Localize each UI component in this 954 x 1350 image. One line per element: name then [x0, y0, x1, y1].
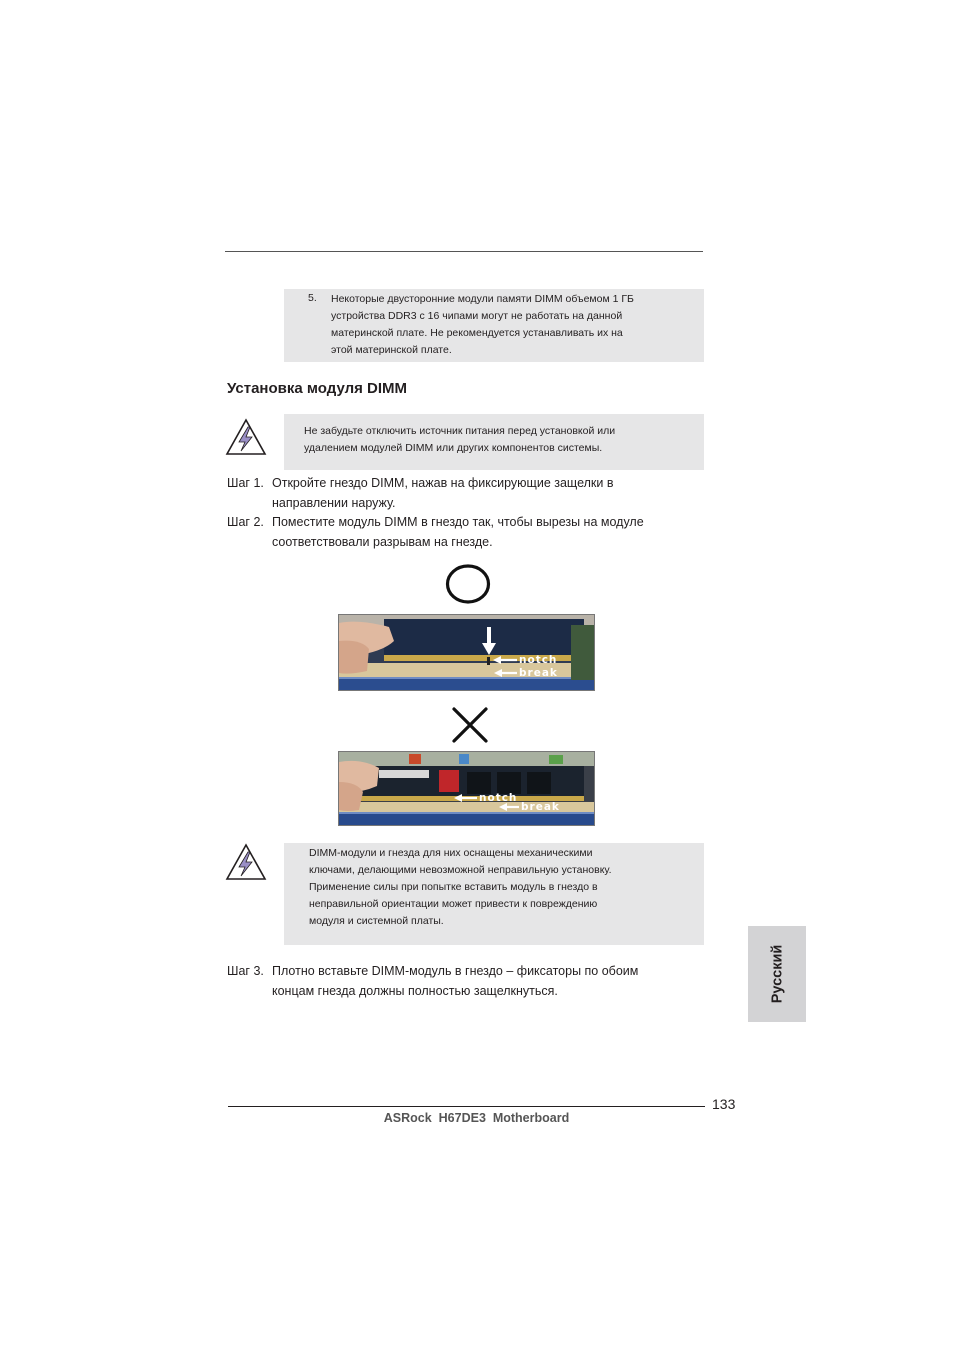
- page-number: 133: [712, 1096, 736, 1112]
- notch-label: notch: [479, 792, 518, 804]
- warning-text: [309, 845, 689, 930]
- step-line: соответствовали разрывам на гнезде.: [272, 534, 493, 549]
- step-text: [272, 513, 692, 552]
- note-number: 5.: [308, 292, 317, 304]
- warning-line: Не забудьте отключить источник питания перед установкой или: [304, 425, 616, 437]
- warning-text: [304, 423, 694, 457]
- warning-lightning-icon: [225, 843, 267, 881]
- notch-label: notch: [519, 654, 558, 666]
- note-line: материнской плате. Не рекомендуется устанавливать их на: [331, 327, 623, 339]
- dimm-photo-wrong: [338, 751, 595, 826]
- step-line: Плотно вставьте DIMM-модуль в гнездо – фиксаторы по обоим: [272, 964, 639, 978]
- section-title: Установка модуля DIMM: [227, 380, 408, 397]
- warning-line: модуля и системной платы.: [309, 915, 444, 927]
- warning-line: Применение силы при попытке вставить модуль в гнездо в: [309, 881, 598, 893]
- warning-line: удалением модулей DIMM или других компонентов системы.: [304, 442, 603, 454]
- note-line: этой материнской плате.: [331, 344, 452, 356]
- break-label: break: [521, 801, 560, 813]
- cross-wrong-icon: [450, 706, 490, 744]
- note-text: [331, 289, 671, 359]
- step-text: [272, 474, 692, 513]
- step-text: [272, 962, 692, 1001]
- warning-line: ключами, делающими невозможной неправильную установку.: [309, 864, 612, 876]
- language-tab-label: [748, 926, 806, 1022]
- warning-lightning-icon: [225, 418, 267, 456]
- dimm-photo-correct: [338, 614, 595, 691]
- step-line: Откройте гнездо DIMM, нажав на фиксирующие защелки в: [272, 476, 614, 490]
- step-label: Шаг 2.: [227, 515, 264, 529]
- note-line: Некоторые двусторонние модули памяти DIMM объемом 1 ГБ: [331, 293, 634, 305]
- note-line: устройства DDR3 с 16 чипами могут не работать на данной: [331, 310, 623, 322]
- step-line: направлении наружу.: [272, 495, 396, 510]
- break-label: break: [519, 667, 558, 679]
- footer-rule: [228, 1106, 705, 1107]
- step-line: Поместите модуль DIMM в гнездо так, чтобы вырезы на модуле: [272, 515, 644, 529]
- warning-line: DIMM-модули и гнезда для них оснащены механическими: [309, 847, 593, 859]
- circle-correct-icon: [445, 563, 491, 605]
- language-tab-text: Русский: [769, 944, 785, 1004]
- warning-line: неправильной ориентации может привести к повреждению: [309, 898, 598, 910]
- step-label: Шаг 3.: [227, 964, 264, 978]
- header-rule: [225, 251, 703, 252]
- footer-text: ASRock H67DE3 Motherboard: [383, 1111, 570, 1125]
- step-label: Шаг 1.: [227, 476, 264, 490]
- step-line: концам гнезда должны полностью защелкнуться.: [272, 983, 558, 998]
